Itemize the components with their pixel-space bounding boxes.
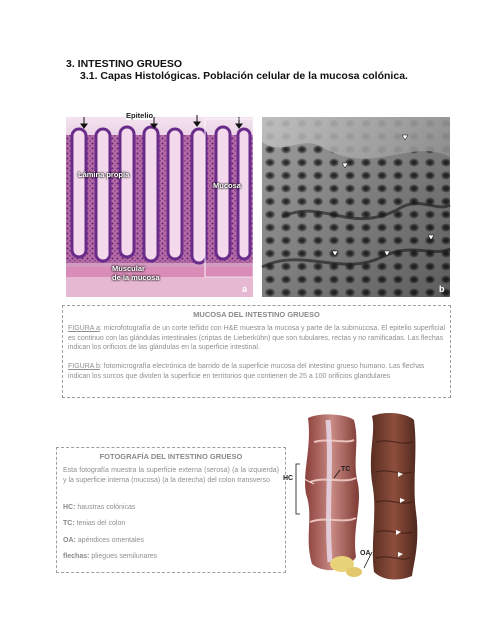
label-lamina-propia: Lámina propia <box>78 170 130 179</box>
figure-b-caption <box>68 362 446 381</box>
figure-a-micrograph <box>66 111 253 297</box>
figure-b-caption-text: : fotomicrografía electrónica de barrido de la superficie mucosa del intestino grueso humano. Las flechas indican los surcos que dividen la superficie en territorios que contienen de 25 a 100 orificios glandulares <box>68 363 425 380</box>
sem-image <box>262 117 450 297</box>
label-mucosa: Mucosa <box>213 181 241 190</box>
term-hc: HC: haustras colónicas <box>63 504 136 511</box>
panel-letter-a: a <box>242 284 248 294</box>
term-flechas: flechas: pliegues semilunares <box>63 553 158 560</box>
label-de-la-mucosa: de la mucosa <box>112 273 160 282</box>
figure-b-ref: FIGURA b <box>68 363 100 370</box>
term-oa: OA: apéndices omentales <box>63 537 144 544</box>
figure-a-ref: FIGURA a <box>68 325 100 332</box>
figure-a-caption <box>68 324 446 353</box>
he-stain-image <box>66 117 253 297</box>
label-hc: HC <box>283 475 294 482</box>
photo-box-title: FOTOGRAFÍA DEL INTESTINO GRUESO <box>99 452 243 461</box>
section-heading: 3. INTESTINO GRUESO <box>66 58 183 70</box>
label-muscular: Muscular <box>112 264 145 273</box>
colon-photograph <box>283 412 448 582</box>
photo-description: Esta fotografía muestra la superficie externa (serosa) (a la izquierda) y la superficie interna (mucosa) (a la derecha) del colon transverso <box>63 467 279 484</box>
term-tc: TC: tenias del colon <box>63 520 126 527</box>
figure-a-caption-text: : microfotografía de un corte teñido con H&E muestra la mucosa y parte de la submucosa. El epitelio superficial es continuo con las glándulas intestinales (criptas de Lieberkühn) que son tubulares, rectas y no ramificadas. Las flechas indican los orificios de las glándulas en la superficie intestinal. <box>68 325 446 351</box>
figure-b-sem-micrograph <box>262 117 450 297</box>
label-epitelio: Epitelio <box>126 111 154 120</box>
photo-description-box <box>56 447 286 573</box>
subsection-heading: 3.1. Capas Histológicas. Población celular de la mucosa colónica. <box>80 70 408 82</box>
mucosa-box-title: MUCOSA DEL INTESTINO GRUESO <box>193 310 320 319</box>
label-tc: TC <box>341 466 351 473</box>
mucosa-description-box <box>62 305 451 398</box>
panel-letter-b: b <box>439 284 445 294</box>
label-oa: OA <box>360 550 371 557</box>
